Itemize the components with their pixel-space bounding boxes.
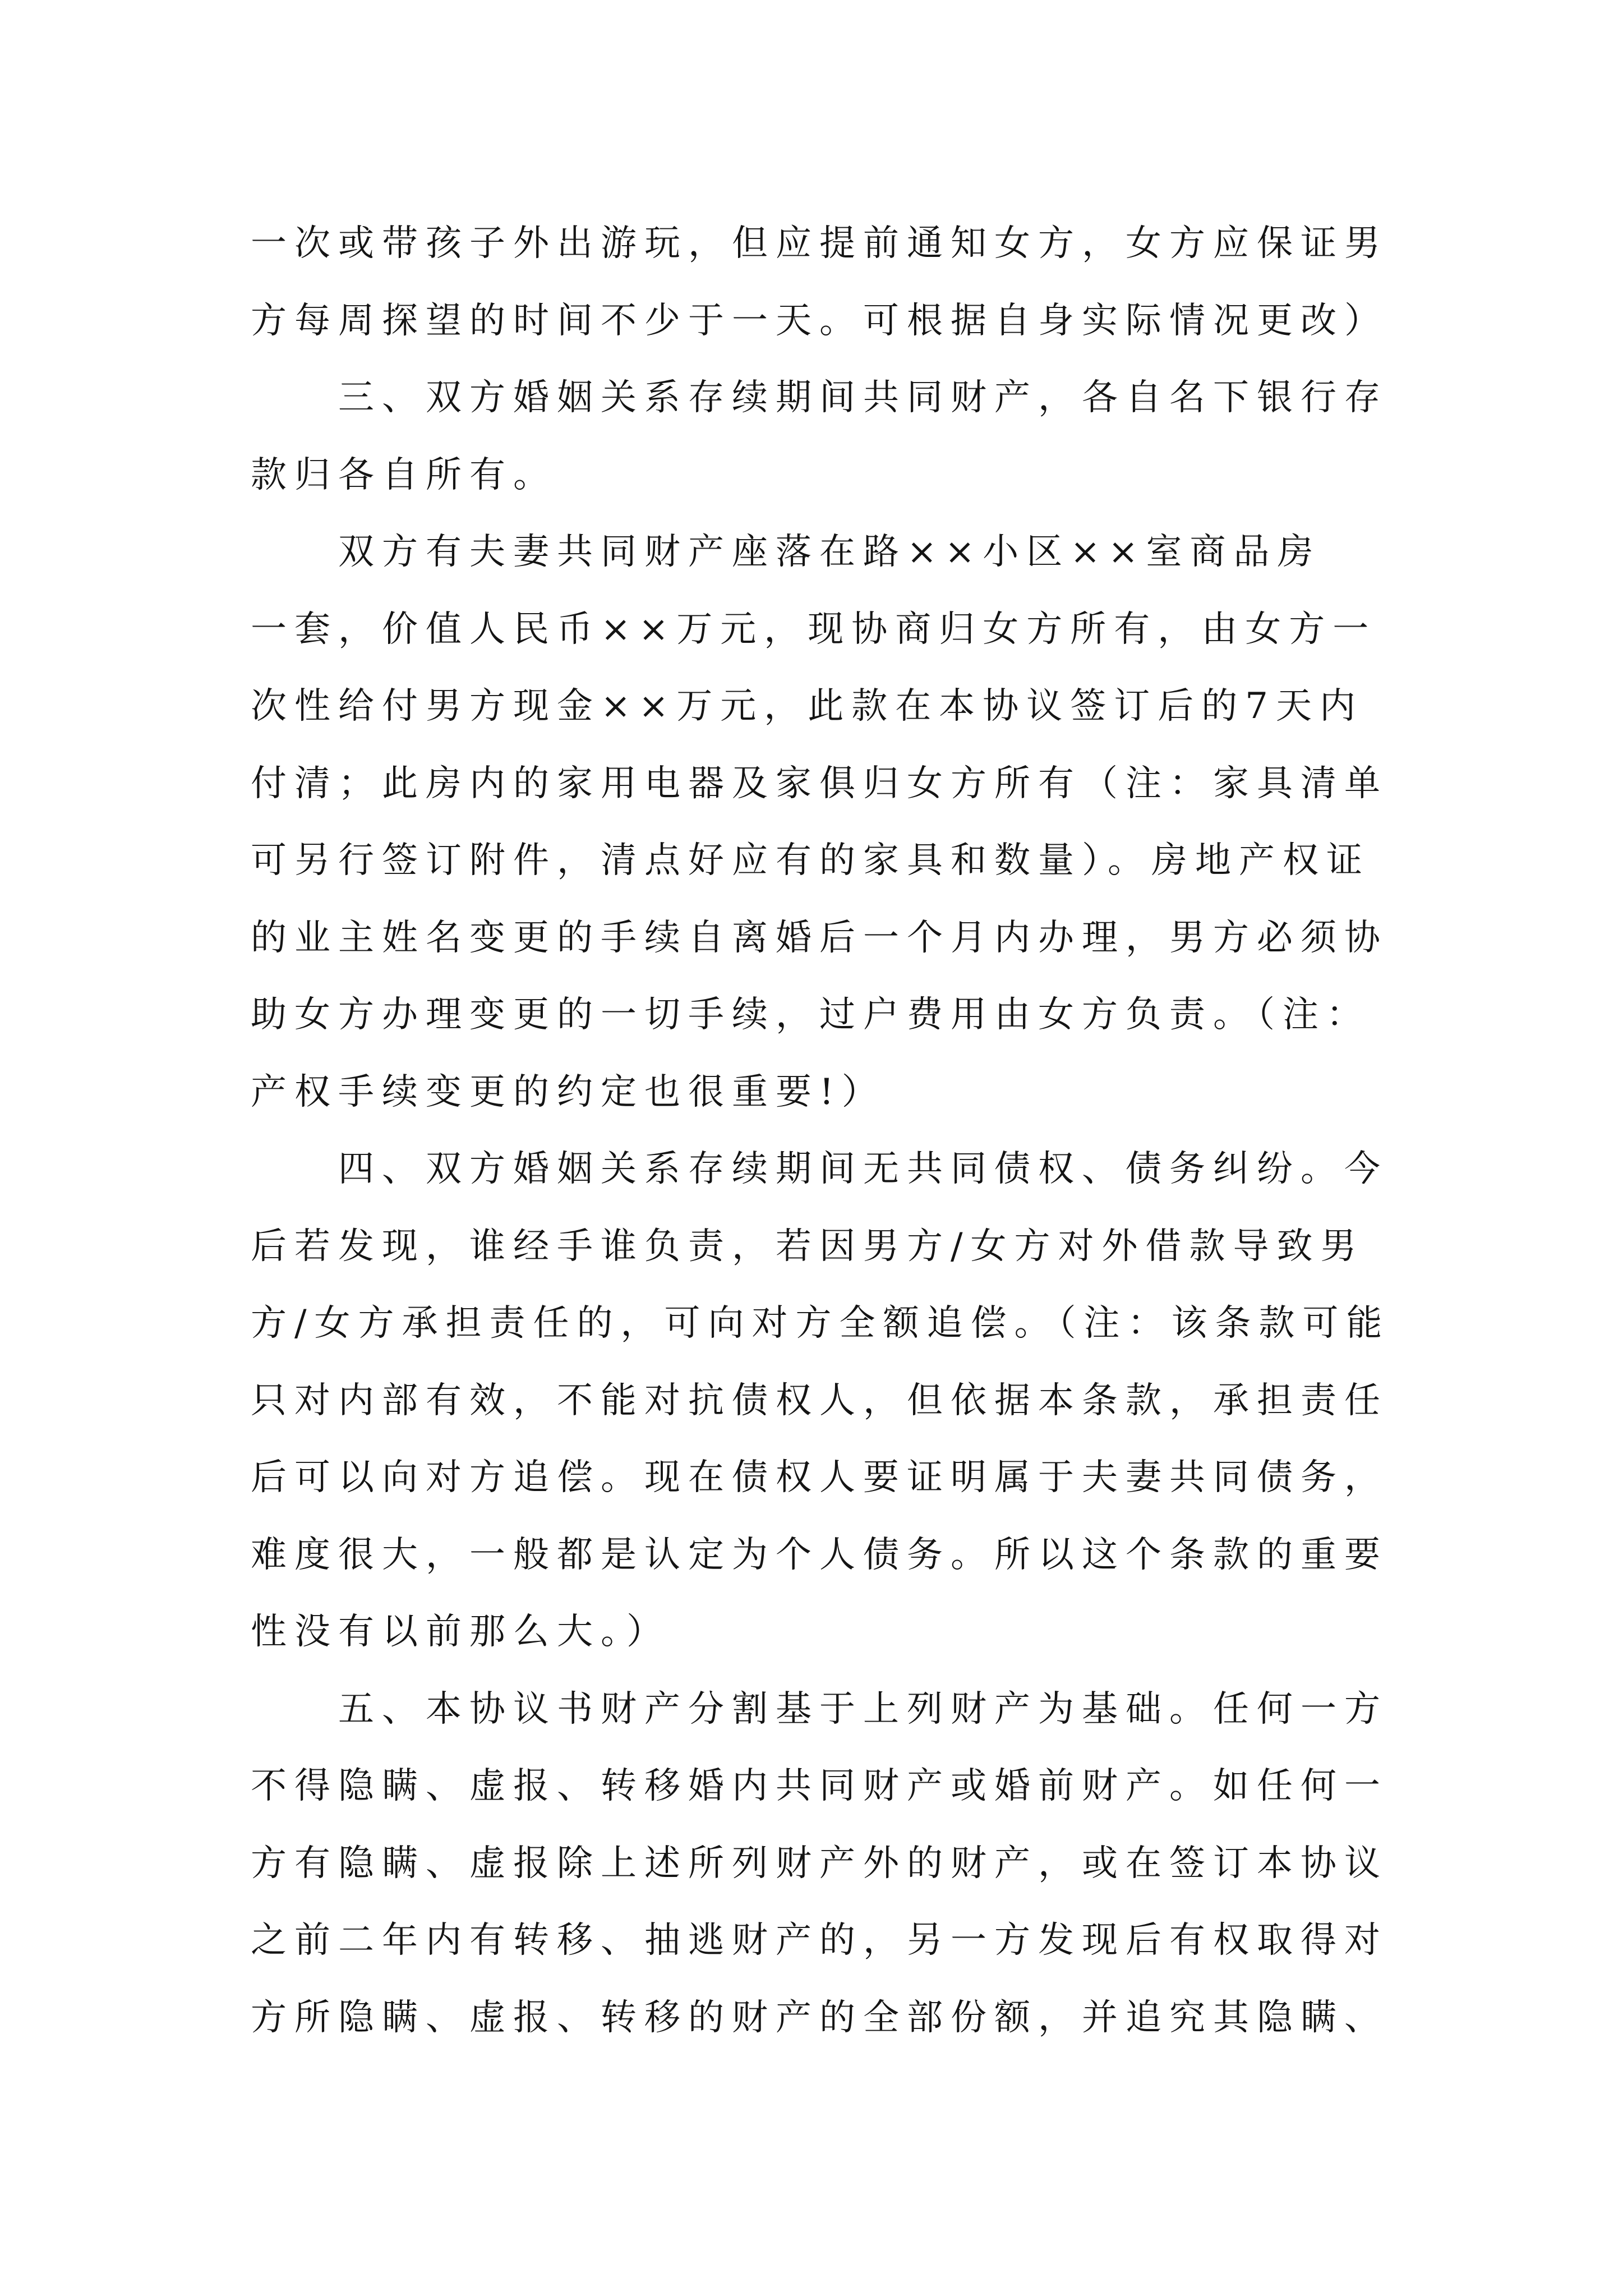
text-line: 不得隐瞒、虚报、转移婚内共同财产或婚前财产。如任何一 — [251, 1765, 1388, 1807]
text-line: 方/女方承担责任的，可向对方全额追偿。（注：该条款可能 — [251, 1303, 1390, 1344]
text-line: 方每周探望的时间不少于一天。可根据自身实际情况更改） — [251, 300, 1388, 342]
text-line: 双方有夫妻共同财产座落在路××小区××室商品房 — [338, 531, 1321, 573]
text-line: 可另行签订附件，清点好应有的家具和数量）。房地产权证 — [251, 840, 1370, 881]
paragraph-property — [251, 514, 1541, 1131]
text-line: 五、本协议书财产分割基于上列财产为基础。任何一方 — [338, 1688, 1388, 1730]
text-line: 后若发现，谁经手谁负责，若因男方/女方对外借款导致男 — [251, 1225, 1364, 1267]
text-line: 付清；此房内的家用电器及家俱归女方所有（注：家具清单 — [251, 762, 1388, 804]
text-line: 后可以向对方追偿。现在债权人要证明属于夫妻共同债务， — [251, 1457, 1388, 1498]
paragraph-clause-4 — [251, 1131, 1541, 1671]
text-line: 一套，价值人民币××万元，现协商归女方所有，由女方一 — [251, 608, 1377, 650]
paragraph-continuation — [251, 205, 1541, 360]
text-line: 助女方办理变更的一切手续，过户费用由女方负责。（注： — [251, 994, 1370, 1036]
text-line: 款归各自所有。 — [251, 454, 557, 496]
text-line: 之前二年内有转移、抽逃财产的，另一方发现后有权取得对 — [251, 1920, 1388, 1961]
text-line: 方所隐瞒、虚报、转移的财产的全部份额，并追究其隐瞒、 — [251, 1996, 1388, 2039]
document-body — [251, 205, 1541, 2056]
text-line: 只对内部有效，不能对抗债权人，但依据本条款，承担责任 — [251, 1379, 1388, 1421]
paragraph-clause-5 — [251, 1671, 1541, 2057]
text-line: 方有隐瞒、虚报除上述所列财产外的财产，或在签订本协议 — [251, 1842, 1388, 1884]
text-line: 性没有以前那么大。） — [251, 1611, 670, 1653]
text-line: 一次或带孩子外出游玩，但应提前通知女方，女方应保证男 — [251, 223, 1388, 264]
text-line: 的业主姓名变更的手续自离婚后一个月内办理，男方必须协 — [251, 917, 1388, 959]
text-line: 产权手续变更的约定也很重要!） — [251, 1071, 886, 1113]
text-line: 次性给付男方现金××万元，此款在本协议签订后的7天内 — [251, 685, 1363, 727]
paragraph-clause-3 — [251, 360, 1541, 514]
text-line: 四、双方婚姻关系存续期间无共同债权、债务纠纷。今 — [338, 1148, 1388, 1190]
text-line: 难度很大，一般都是认定为个人债务。所以这个条款的重要 — [251, 1534, 1388, 1576]
text-line: 三、双方婚姻关系存续期间共同财产，各自名下银行存 — [338, 377, 1388, 418]
